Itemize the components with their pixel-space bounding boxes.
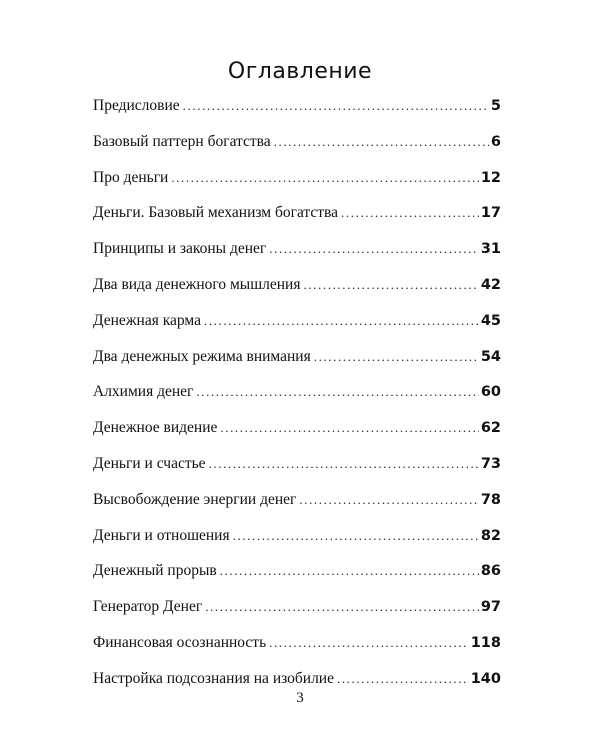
- toc-entry[interactable]: [93, 526, 501, 562]
- page-number: 3: [296, 690, 304, 706]
- toc-leader-dots: [171, 168, 478, 188]
- toc-entry[interactable]: [93, 418, 501, 454]
- toc-entry-page: 6: [490, 133, 501, 150]
- toc-entry-title: Настройка подсознания на изобилие: [93, 669, 334, 687]
- toc-entry[interactable]: [93, 454, 501, 490]
- toc-entry-page: 45: [480, 312, 501, 329]
- toc-entry-title: Денежное видение: [93, 419, 218, 437]
- toc-leader-dots: [196, 382, 478, 402]
- toc-entry-page: 42: [480, 276, 501, 293]
- toc-leader-dots: [269, 239, 479, 259]
- toc-entry-title: Два денежных режима внимания: [93, 347, 311, 365]
- toc-entry[interactable]: [93, 597, 501, 633]
- toc-entry-title: Деньги и счастье: [93, 454, 206, 472]
- toc-leader-dots: [220, 418, 478, 438]
- toc-entry-title: Деньги. Базовый механизм богатства: [93, 204, 339, 222]
- toc-entry[interactable]: [93, 239, 501, 275]
- toc-entry[interactable]: [93, 275, 501, 311]
- toc-entry[interactable]: [93, 311, 501, 347]
- toc-entry-title: Принципы и законы денег: [93, 240, 267, 258]
- toc-entry-page: 60: [480, 384, 501, 401]
- toc-leader-dots: [337, 669, 469, 689]
- toc-entry-title: Про деньги: [93, 168, 169, 186]
- toc-entry[interactable]: [93, 382, 501, 418]
- toc-entry-page: 78: [480, 491, 501, 508]
- toc-entry-page: 5: [490, 98, 501, 114]
- toc-entry-page: 12: [480, 169, 501, 186]
- toc-leader-dots: [274, 132, 489, 152]
- toc-entry-page: 118: [470, 634, 501, 651]
- toc-leader-dots: [220, 561, 479, 581]
- page-title: Оглавление: [227, 58, 373, 84]
- toc-entry[interactable]: [93, 132, 501, 168]
- toc-leader-dots: [341, 203, 479, 223]
- toc-entry-title: Деньги и отношения: [93, 526, 230, 544]
- toc-entry[interactable]: [93, 203, 501, 239]
- toc-entry-title: Два вида денежного мышления: [93, 275, 301, 293]
- toc-leader-dots: [299, 490, 478, 510]
- toc-entry-title: Генератор Денег: [93, 598, 203, 616]
- toc-entry[interactable]: [93, 633, 501, 669]
- toc-entry-title: Денежная карма: [93, 311, 201, 329]
- toc-entry-page: 62: [480, 420, 501, 437]
- toc-entry-page: 73: [480, 455, 501, 472]
- toc-leader-dots: [233, 526, 479, 546]
- toc-entry-page: 82: [480, 527, 501, 544]
- toc-leader-dots: [204, 311, 479, 331]
- table-of-contents: [93, 96, 501, 705]
- toc-entry[interactable]: [93, 96, 501, 132]
- toc-entry[interactable]: [93, 490, 501, 526]
- toc-entry[interactable]: [93, 168, 501, 204]
- toc-entry-title: Предисловие: [93, 97, 180, 114]
- toc-entry-page: 140: [470, 670, 501, 687]
- toc-entry-page: 54: [480, 348, 501, 365]
- toc-leader-dots: [269, 633, 469, 653]
- toc-entry-title: Денежный прорыв: [93, 562, 217, 580]
- toc-leader-dots: [209, 454, 479, 474]
- toc-entry[interactable]: [93, 561, 501, 597]
- toc-entry[interactable]: [93, 347, 501, 383]
- toc-leader-dots: [314, 347, 479, 367]
- toc-entry-title: Алхимия денег: [93, 383, 194, 401]
- toc-entry-page: 31: [480, 241, 501, 258]
- toc-entry-title: Финансовая осознанность: [93, 633, 267, 651]
- toc-entry-page: 17: [480, 205, 501, 222]
- toc-leader-dots: [183, 96, 489, 116]
- toc-leader-dots: [205, 597, 479, 617]
- toc-entry-title: Базовый паттерн богатства: [93, 132, 271, 150]
- toc-entry-title: Высвобождение энергии денег: [93, 490, 297, 508]
- toc-entry-page: 97: [480, 599, 501, 616]
- toc-entry-page: 86: [480, 563, 501, 580]
- toc-leader-dots: [303, 275, 478, 295]
